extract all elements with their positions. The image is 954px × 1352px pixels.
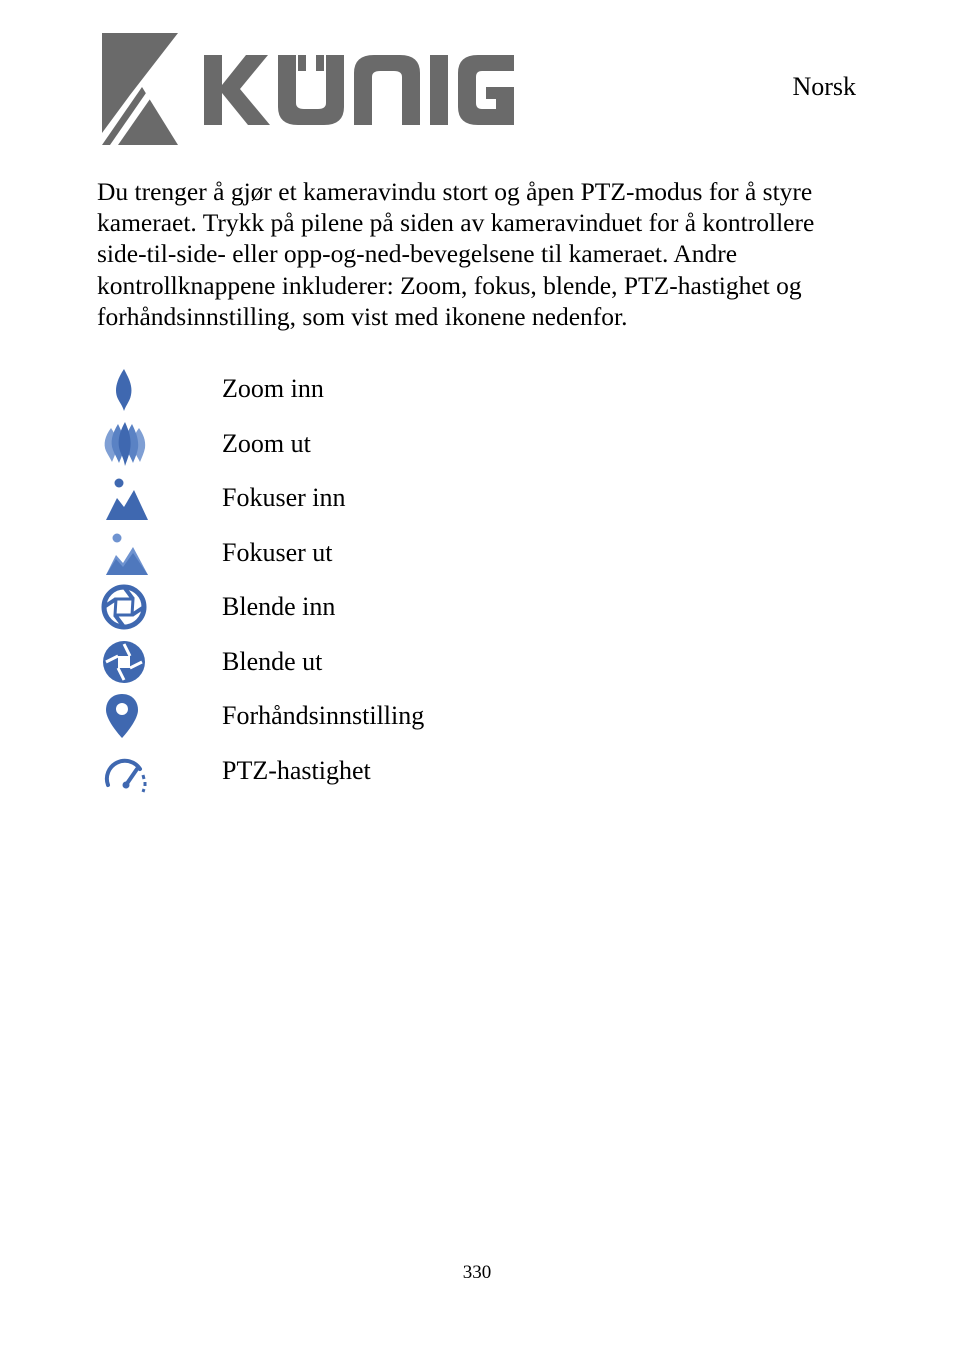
list-item (0, 744, 954, 799)
iris-in-icon (100, 583, 150, 631)
list-item (0, 580, 954, 635)
list-item (0, 471, 954, 526)
item-label: Zoom ut (222, 428, 311, 458)
page-number: 330 (462, 1262, 492, 1283)
focus-out-icon (100, 529, 150, 577)
list-item (0, 526, 954, 581)
list-item (0, 417, 954, 472)
language-label: Norsk (792, 72, 856, 101)
konig-logo (98, 33, 518, 145)
item-label: PTZ-hastighet (222, 755, 371, 785)
list-item (0, 689, 954, 744)
item-label: Fokuser inn (222, 483, 346, 512)
intro-paragraph (97, 176, 867, 332)
item-label: Zoom inn (222, 374, 324, 403)
item-label: Blende ut (222, 646, 323, 676)
item-label: Fokuser ut (222, 537, 333, 567)
item-label: Forhåndsinnstilling (222, 701, 425, 730)
ptz-speed-icon (100, 747, 150, 795)
list-item (0, 362, 954, 417)
preset-icon (100, 692, 150, 740)
iris-out-icon (100, 638, 150, 686)
item-label: Blende inn (222, 592, 336, 621)
zoom-in-icon (100, 365, 150, 413)
list-item (0, 635, 954, 690)
icon-list (0, 362, 954, 798)
intro-text: Du trenger å gjør et kameravindu stort og åpen PTZ-modus for å styre kameraet. Trykk på pilene på siden av kameravinduet for å kontrollere side-til-side- eller opp-og-ned-bevegelsene til kameraet. Andre kontrollknappene inkluderer: Zoom, fokus, blende, PTZ-hastighet og forhåndsinnstilling, som vist med ikonene nedenfor. (97, 177, 815, 331)
focus-in-icon (100, 474, 150, 522)
zoom-out-icon (100, 420, 150, 468)
